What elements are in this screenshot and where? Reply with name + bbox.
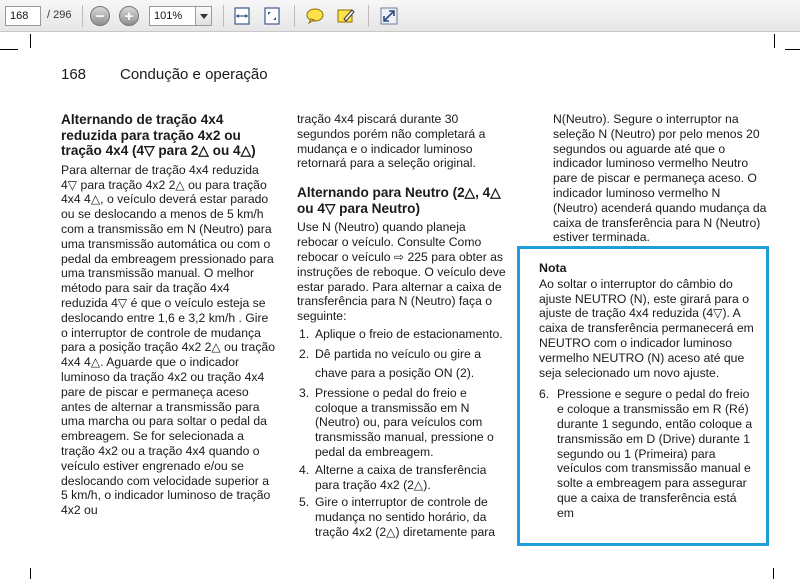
note-title: Nota <box>539 261 567 275</box>
list-item: 5. Gire o interruptor de controle de mudança no sentido horário, da tração 4x2 (2△) diretamente para <box>299 495 496 539</box>
fit-page-button[interactable] <box>262 6 282 26</box>
zoom-dropdown-button[interactable] <box>196 6 212 26</box>
page-header <box>61 66 268 83</box>
chevron-down-icon <box>200 14 208 19</box>
crop-mark <box>785 49 800 50</box>
highlight-button[interactable] <box>336 6 356 26</box>
column-1 <box>61 112 276 518</box>
list-item: 4. Alterne a caixa de transferência para tração 4x2 (2△). <box>299 462 487 492</box>
crop-mark <box>30 34 31 48</box>
section-heading-4x4-to-4x2: Alternando de tração 4x4 reduzida para tração 4x2 ou tração 4x4 (4▽ para 2△ ou 4△) <box>61 112 256 159</box>
minus-icon: − <box>95 7 105 25</box>
column-3-continued-text: N(Neutro). Segure o interruptor na seleção N (Neutro) por pelo menos 20 segundos ou aguarde até que o indicador luminoso vermelho Neutro pare de piscar e permaneça aceso. O indicador luminoso vermelho N (Neutro) acenderá quando mudança da caixa de transferência para N (Neutro) estiver terminada. <box>553 112 767 245</box>
list-item: 6. Pressione e segure o pedal do freio e coloque a transmissão em R (Ré) durante 1 segundo, então coloque a transmissão em D (Drive) durante 1 segundo ou 1 (Primeira) para veículos com transmissão manual e solte a embreagem para assegurar que a caixa de transferência está em <box>539 387 753 520</box>
comment-button[interactable] <box>305 6 325 26</box>
crop-mark <box>773 568 774 579</box>
note-box <box>517 246 769 546</box>
toolbar-divider <box>82 5 83 27</box>
zoom-out-button[interactable] <box>90 6 110 26</box>
pdf-toolbar <box>0 0 800 32</box>
crop-mark <box>0 49 18 50</box>
fit-width-button[interactable] <box>232 6 252 26</box>
fit-page-icon <box>263 7 281 25</box>
fullscreen-button[interactable] <box>379 6 399 26</box>
page-total-label: / 296 <box>47 9 72 21</box>
steps-list <box>297 327 507 540</box>
toolbar-divider <box>294 5 295 27</box>
crop-mark <box>774 34 775 48</box>
expand-icon <box>380 7 398 25</box>
fit-width-icon <box>233 7 251 25</box>
section-body: Para alternar de tração 4x4 reduzida 4▽ para tração 4x2 2△ ou para tração 4x4 4△, o veículo deverá estar parado ou se deslocando a menos de 5 km/h com a transmissão em N (Neutro) para uma transmissão automática ou com o pedal da embreagem pressionado para uma transmissão manual. O melhor método para sair da tração 4x4 reduzida 4▽ é que o veículo esteja se deslocando entre 1,6 e 3,2 km/h . Gire o interruptor de controle de mudança para a posição tração 4x2 2△ ou tração 4x4 4△. Aguarde que o indicador luminoso da tração 4x2 ou tração 4x4 pare de piscar e permaneça aceso antes de alternar a transmissão para uma marcha ou para soltar o pedal da embreagem. Se for selecionada a tração 4x2 ou a tração 4x4 quando o veículo estiver engrenado e/ou se deslocando com velocidade superior a 5 km/h, o indicador luminoso de tração 4x2 ou <box>61 162 275 518</box>
column-2 <box>297 112 507 540</box>
list-item: 2. Dê partida no veículo ou gire a chave para a posição ON (2). <box>299 346 481 380</box>
crop-mark <box>30 568 31 579</box>
zoom-select[interactable]: 101% <box>149 6 196 26</box>
comment-icon <box>305 7 325 25</box>
page-number-input[interactable]: 168 <box>5 6 41 26</box>
list-item: 3. Pressione o pedal do freio e coloque a transmissão em N (Neutro) ou, para veículos com transmissão manual, pressione o pedal da embreagem. <box>299 385 494 459</box>
continued-text: tração 4x4 piscará durante 30 segundos porém não completará a mudança e o indicador luminoso retornará para a seleção original. <box>297 112 486 171</box>
page-number: 168 <box>61 66 87 83</box>
list-item: 1. Aplique o freio de estacionamento. <box>299 326 503 341</box>
zoom-in-button[interactable] <box>119 6 139 26</box>
plus-icon: + <box>124 7 134 25</box>
highlight-icon <box>336 7 356 25</box>
section-heading-neutral: Alternando para Neutro (2△, 4△ ou 4▽ para Neutro) <box>297 185 501 216</box>
toolbar-divider <box>223 5 224 27</box>
note-body: Ao soltar o interruptor do câmbio do ajuste NEUTRO (N), este girará para o ajuste de tração 4x4 reduzida (4▽). A caixa de transferência permanecerá em NEUTRO com o indicador luminoso vermelho NEUTRO (N) aceso até que seja selecionado um novo ajuste. <box>539 276 754 380</box>
page-title: Condução e operação <box>120 66 268 83</box>
toolbar-divider <box>368 5 369 27</box>
section-body: Use N (Neutro) quando planeja rebocar o veículo. Consulte Como rebocar o veículo ⇨ 225 para obter as instruções de reboque. O veículo deve estar parado. Para alternar a caixa de transferência para N (Neutro) faça o seguinte: <box>297 220 506 324</box>
